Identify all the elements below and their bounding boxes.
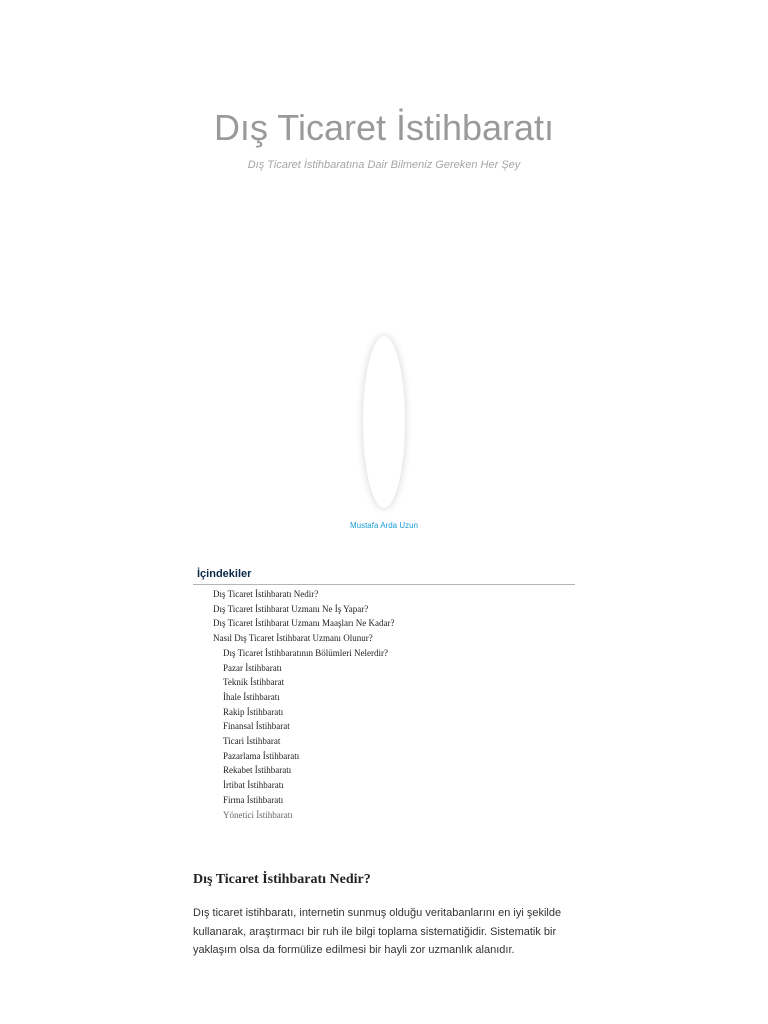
toc-subitem[interactable]: Pazar İstihbaratı: [223, 662, 282, 673]
toc-subitem[interactable]: İhale İstihbaratı: [223, 691, 280, 702]
section-paragraph: Dış ticaret istihbaratı, internetin sunmuş olduğu veritabanlarını en iyi şekilde kullanarak, araştırmacı bir ruh ile bilgi toplama sistematiğidir. Sistematik bir yaklaşım olsa da formülize edilmesi bir hayli zor uzmanlık alanıdır.: [193, 907, 562, 956]
toc-item[interactable]: Dış Ticaret İstihbarat Uzmanı Ne İş Yapar?: [213, 603, 369, 614]
site-title[interactable]: Dış Ticaret İstihbaratı: [213, 107, 555, 148]
toc-subitem[interactable]: İrtibat İstihbaratı: [223, 780, 284, 791]
author-avatar[interactable]: [363, 336, 405, 508]
toc-item[interactable]: Dış Ticaret İstihbaratı Nedir?: [213, 589, 319, 599]
toc-subitem[interactable]: Teknik İstihbarat: [223, 677, 285, 688]
toc-subitem[interactable]: Finansal İstihbarat: [223, 721, 290, 732]
toc-subitem[interactable]: Rekabet İstihbaratı: [223, 765, 292, 776]
toc-item[interactable]: Dış Ticaret İstihbarat Uzmanı Maaşları Ne Kadar?: [213, 618, 395, 629]
author-block: [0, 336, 768, 530]
toc-subitem[interactable]: Rakip İstihbaratı: [223, 706, 284, 717]
table-of-contents: [193, 568, 575, 822]
toc-subitem[interactable]: Yönetici İstihbaratı: [223, 809, 293, 820]
toc-subitem[interactable]: Ticari İstihbarat: [223, 736, 281, 747]
section-heading: Dış Ticaret İstihbaratı Nedir?: [193, 872, 371, 887]
toc-subitem[interactable]: Firma İstihbaratı: [223, 794, 284, 805]
toc-item[interactable]: Nasıl Dış Ticaret İstihbarat Uzmanı Olunur?: [213, 633, 373, 644]
toc-subitem[interactable]: Dış Ticaret İstihbaratının Bölümleri Nelerdir?: [223, 647, 388, 658]
article: [193, 870, 575, 960]
site-subtitle: Dış Ticaret İstihbaratına Dair Bilmeniz Gereken Her Şey: [247, 159, 521, 171]
toc-list: [193, 587, 575, 822]
author-name-link[interactable]: Mustafa Arda Uzun: [349, 521, 419, 530]
toc-title: İçindekiler: [193, 568, 575, 585]
toc-subitem[interactable]: Pazarlama İstihbaratı: [223, 750, 300, 761]
site-header: [0, 105, 768, 171]
